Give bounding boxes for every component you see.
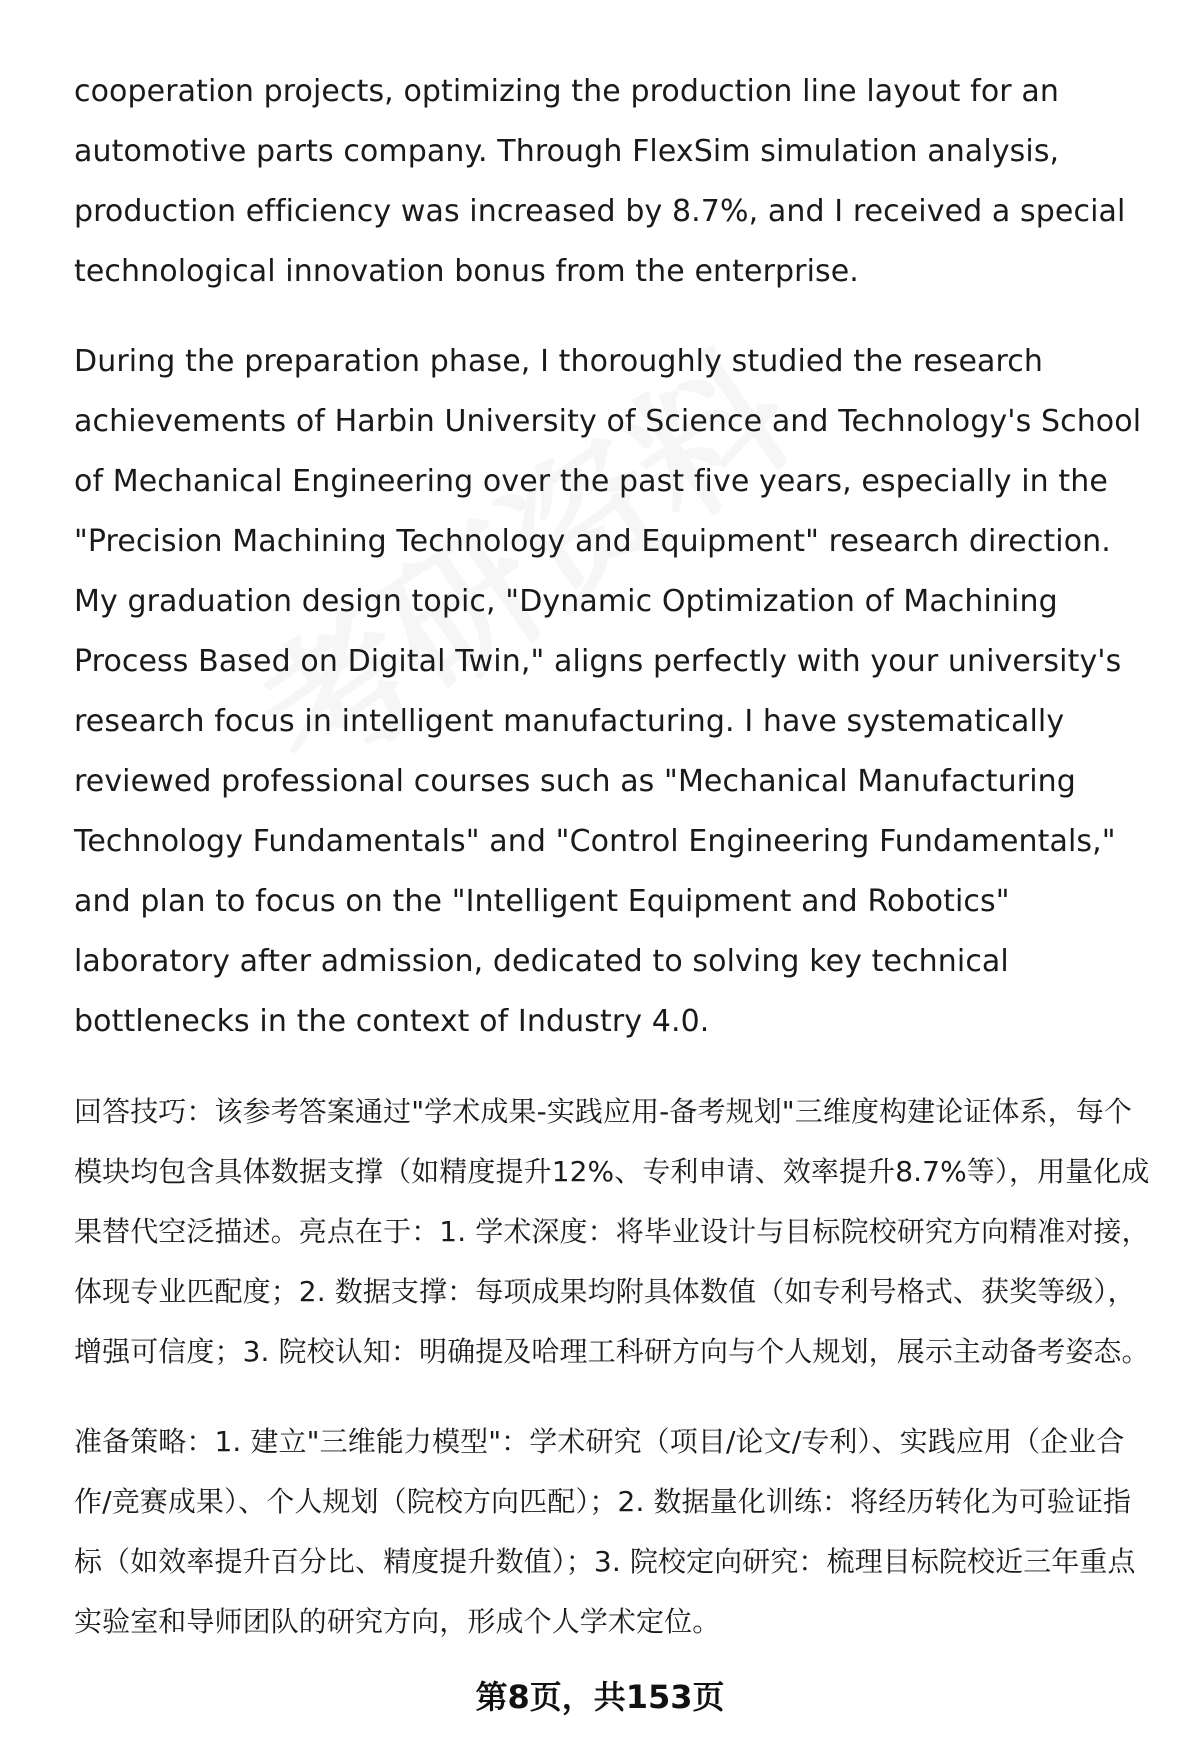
document-body	[74, 62, 1154, 1682]
paragraph-answer-tips: 回答技巧：该参考答案通过"学术成果-实践应用-备考规划"三维度构建论证体系，每个模块均包含具体数据支撑（如精度提升12%、专利申请、效率提升8.7%等），用量化成果替代空泛描述。亮点在于：1. 学术深度：将毕业设计与目标院校研究方向精准对接，体现专业匹配度；2. 数据支撑：每项成果均附具体数值（如专利号格式、获奖等级），增强可信度；3. 院校认知：明确提及哈理工科研方向与个人规划，展示主动备考姿态。	[74, 1095, 1150, 1368]
page-number-footer: 第8页，共153页	[475, 1678, 725, 1716]
paragraph-preparation-phase: During the preparation phase, I thoroughly studied the research achievements of Harbin University of Science and Technology's School of Mechanical Engineering over the past five years, especially in the "Precision Machining Technology and Equipment" research direction. My graduation design topic, "Dynamic Optimization of Machining Process Based on Digital Twin," aligns perfectly with your university's research focus in intelligent manufacturing. I have systematically reviewed professional courses such as "Mechanical Manufacturing Technology Fundamentals" and "Control Engineering Fundamentals," and plan to focus on the "Intelligent Equipment and Robotics" laboratory after admission, dedicated to solving key technical bottlenecks in the context of Industry 4.0.	[74, 344, 1142, 1039]
paragraph-preparation-strategy: 准备策略：1. 建立"三维能力模型"：学术研究（项目/论文/专利）、实践应用（企业合作/竞赛成果）、个人规划（院校方向匹配）；2. 数据量化训练：将经历转化为可验证指标（如效率提升百分比、精度提升数值）；3. 院校定向研究：梳理目标院校近三年重点实验室和导师团队的研究方向，形成个人学术定位。	[74, 1425, 1136, 1638]
paragraph-cooperation-projects: cooperation projects, optimizing the production line layout for an automotive parts company. Through FlexSim simulation analysis, production efficiency was increased by 8.7%, and I received a special technological innovation bonus from the enterprise.	[74, 74, 1126, 289]
